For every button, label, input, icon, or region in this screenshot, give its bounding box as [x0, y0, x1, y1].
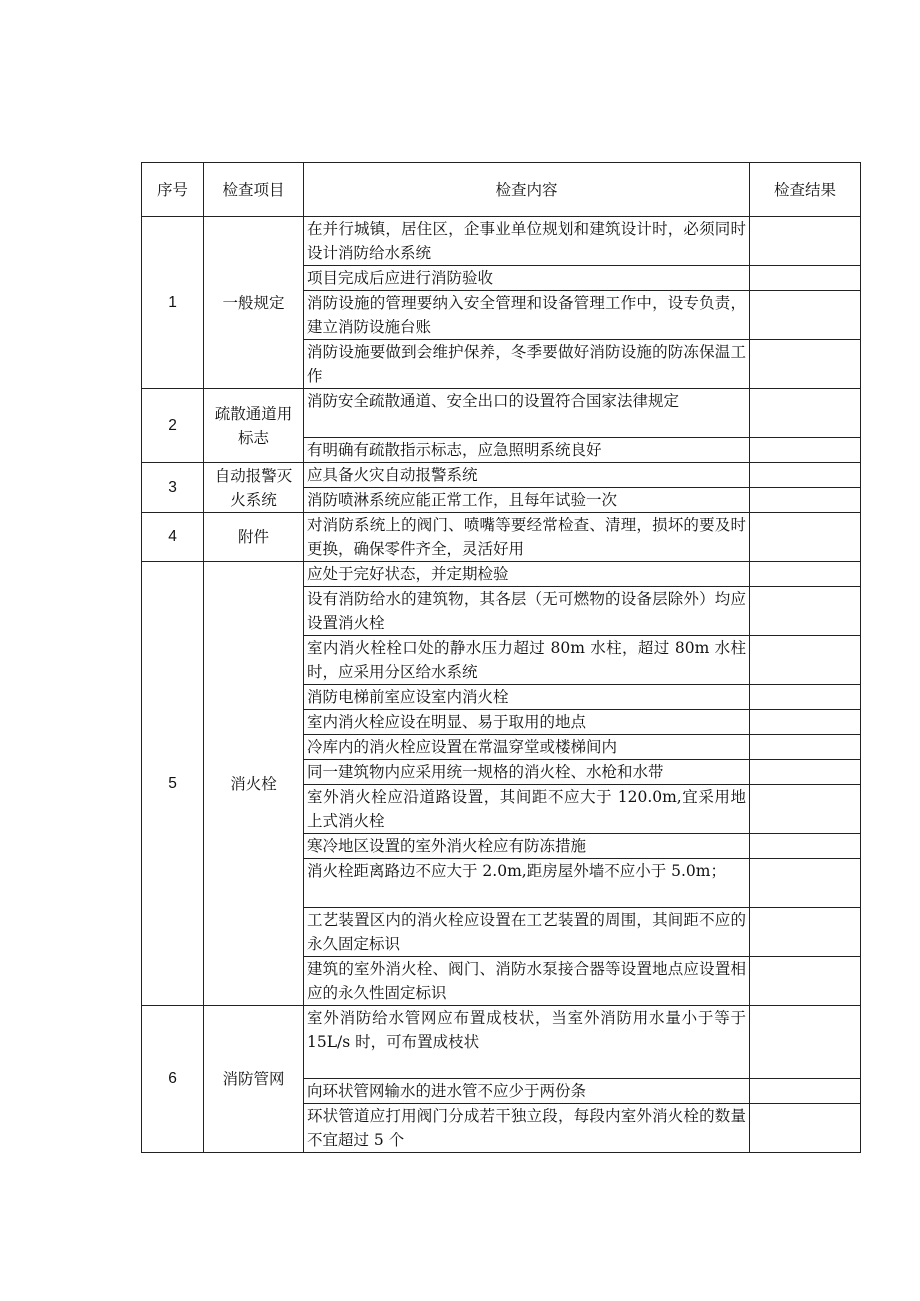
table-row [142, 463, 861, 488]
inspection-content: 消防电梯前室应设室内消火栓 [304, 685, 750, 710]
inspection-content: 消防设施要做到会维护保养，冬季要做好消防设施的防冻保温工作 [304, 340, 750, 389]
table-row [142, 1006, 861, 1079]
inspection-result-cell[interactable] [750, 463, 861, 488]
inspection-content: 消火栓距离路边不应大于 2.0m,距房屋外墙不应小于 5.0m； [304, 859, 750, 908]
section-number: 4 [142, 513, 204, 562]
inspection-result-cell[interactable] [750, 834, 861, 859]
inspection-content: 对消防系统上的阀门、喷嘴等要经常检查、清理，损坏的要及时更换，确保零件齐全，灵活好用 [304, 513, 750, 562]
inspection-result-cell[interactable] [750, 291, 861, 340]
inspection-result-cell[interactable] [750, 710, 861, 735]
table-row [142, 389, 861, 438]
section-number: 2 [142, 389, 204, 463]
inspection-content: 建筑的室外消火栓、阀门、消防水泵接合器等设置地点应设置相应的永久性固定标识 [304, 957, 750, 1006]
inspection-result-cell[interactable] [750, 1104, 861, 1153]
inspection-item: 附件 [204, 513, 304, 562]
inspection-result-cell[interactable] [750, 587, 861, 636]
inspection-table [141, 162, 861, 1153]
section-number: 6 [142, 1006, 204, 1153]
inspection-result-cell[interactable] [750, 562, 861, 587]
inspection-content: 消防喷淋系统应能正常工作，且每年试验一次 [304, 488, 750, 513]
table-row [142, 217, 861, 266]
inspection-content: 室外消火栓应沿道路设置，其间距不应大于 120.0m,宜采用地上式消火栓 [304, 785, 750, 834]
inspection-result-cell[interactable] [750, 636, 861, 685]
inspection-content: 项目完成后应进行消防验收 [304, 266, 750, 291]
inspection-result-cell[interactable] [750, 1079, 861, 1104]
inspection-content: 工艺装置区内的消火栓应设置在工艺装置的周围，其间距不应的永久固定标识 [304, 908, 750, 957]
inspection-item: 消防管网 [204, 1006, 304, 1153]
inspection-content: 环状管道应打用阀门分成若干独立段，每段内室外消火栓的数量不宜超过 5 个 [304, 1104, 750, 1153]
inspection-table-wrapper [141, 162, 860, 1153]
inspection-content: 有明确有疏散指示标志，应急照明系统良好 [304, 438, 750, 463]
header-item: 检查项目 [204, 163, 304, 217]
inspection-content: 同一建筑物内应采用统一规格的消火栓、水枪和水带 [304, 760, 750, 785]
inspection-content: 寒冷地区设置的室外消火栓应有防冻措施 [304, 834, 750, 859]
inspection-result-cell[interactable] [750, 908, 861, 957]
header-result: 检查结果 [750, 163, 861, 217]
section-number: 5 [142, 562, 204, 1006]
inspection-item: 疏散通道用标志 [204, 389, 304, 463]
inspection-result-cell[interactable] [750, 438, 861, 463]
inspection-result-cell[interactable] [750, 217, 861, 266]
table-row [142, 562, 861, 587]
inspection-result-cell[interactable] [750, 685, 861, 710]
inspection-content: 室内消火栓栓口处的静水压力超过 80m 水柱，超过 80m 水柱时，应采用分区给水系统 [304, 636, 750, 685]
header-content: 检查内容 [304, 163, 750, 217]
inspection-result-cell[interactable] [750, 760, 861, 785]
inspection-content: 消防设施的管理要纳入安全管理和设备管理工作中，设专负责，建立消防设施台账 [304, 291, 750, 340]
inspection-item: 消火栓 [204, 562, 304, 1006]
inspection-content: 冷库内的消火栓应设置在常温穿堂或楼梯间内 [304, 735, 750, 760]
inspection-result-cell[interactable] [750, 957, 861, 1006]
table-row [142, 513, 861, 562]
inspection-content: 室内消火栓应设在明显、易于取用的地点 [304, 710, 750, 735]
section-number: 3 [142, 463, 204, 513]
inspection-content: 应具备火灾自动报警系统 [304, 463, 750, 488]
inspection-content: 应处于完好状态，并定期检验 [304, 562, 750, 587]
inspection-result-cell[interactable] [750, 488, 861, 513]
header-no: 序号 [142, 163, 204, 217]
table-body [142, 217, 861, 1153]
inspection-item: 自动报警灭火系统 [204, 463, 304, 513]
inspection-content: 在并行城镇，居住区，企事业单位规划和建筑设计时，必须同时设计消防给水系统 [304, 217, 750, 266]
inspection-content: 消防安全疏散通道、安全出口的设置符合国家法律规定 [304, 389, 750, 438]
inspection-content: 设有消防给水的建筑物，其各层（无可燃物的设备层除外）均应设置消火栓 [304, 587, 750, 636]
inspection-result-cell[interactable] [750, 340, 861, 389]
inspection-result-cell[interactable] [750, 513, 861, 562]
inspection-result-cell[interactable] [750, 266, 861, 291]
inspection-result-cell[interactable] [750, 785, 861, 834]
inspection-result-cell[interactable] [750, 389, 861, 438]
inspection-result-cell[interactable] [750, 1006, 861, 1079]
inspection-content: 室外消防给水管网应布置成枝状，当室外消防用水量小于等于 15L/s 时，可布置成枝状 [304, 1006, 750, 1079]
inspection-content: 向环状管网输水的进水管不应少于两份条 [304, 1079, 750, 1104]
header-row [142, 163, 861, 217]
section-number: 1 [142, 217, 204, 389]
inspection-item: 一般规定 [204, 217, 304, 389]
inspection-result-cell[interactable] [750, 735, 861, 760]
inspection-result-cell[interactable] [750, 859, 861, 908]
